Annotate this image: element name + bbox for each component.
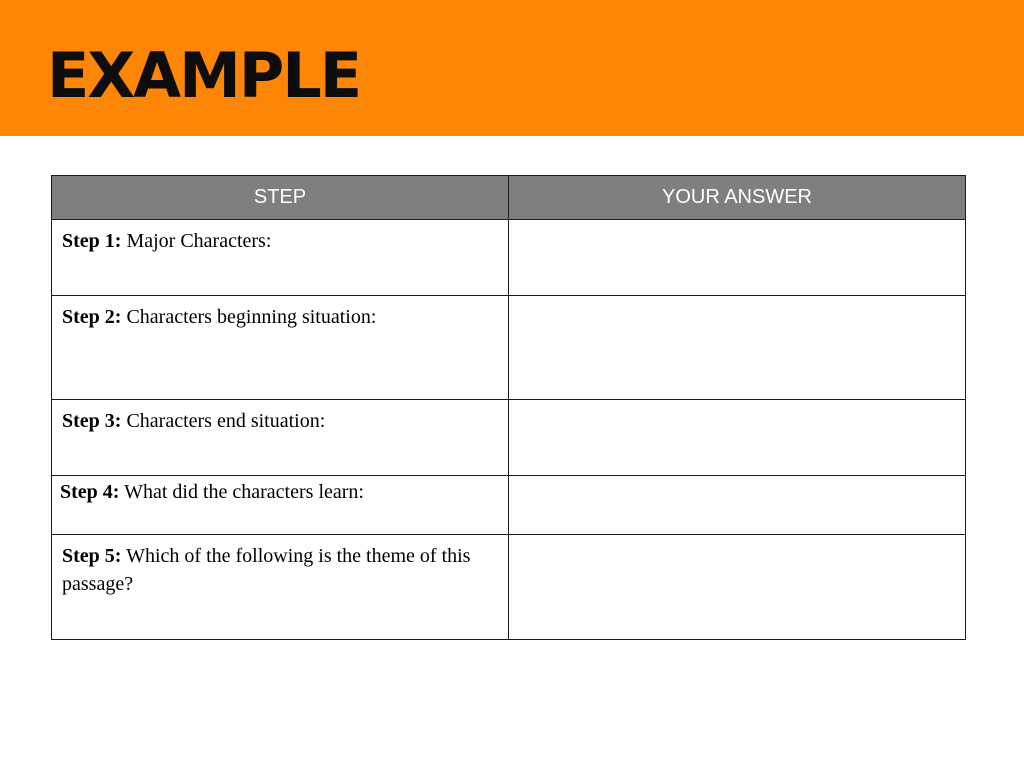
answer-column-header: YOUR ANSWER — [509, 176, 966, 220]
step-label: Step 2: — [62, 306, 122, 328]
step-label: Step 4: — [60, 481, 120, 503]
step-label: Step 1: — [62, 230, 122, 252]
title-bar — [0, 0, 1024, 136]
step-cell — [52, 535, 509, 640]
step-cell — [52, 476, 509, 535]
steps-table — [51, 175, 966, 640]
step-cell — [52, 296, 509, 400]
answer-cell[interactable] — [509, 535, 966, 640]
answer-cell[interactable] — [509, 400, 966, 476]
step-text: Which of the following is the theme of this passage? — [62, 545, 471, 595]
step-text: Major Characters: — [121, 230, 272, 252]
step-text: What did the characters learn: — [119, 481, 364, 503]
step-text: Characters end situation: — [121, 410, 326, 432]
table-header-row — [52, 176, 966, 220]
step-cell — [52, 220, 509, 296]
step-cell — [52, 400, 509, 476]
slide-title: EXAMPLE — [47, 39, 361, 112]
answer-cell[interactable] — [509, 476, 966, 535]
table-row — [52, 220, 966, 296]
step-label: Step 3: — [62, 410, 122, 432]
answer-cell[interactable] — [509, 296, 966, 400]
answer-cell[interactable] — [509, 220, 966, 296]
step-text: Characters beginning situation: — [121, 306, 377, 328]
table-row — [52, 296, 966, 400]
step-column-header: STEP — [52, 176, 509, 220]
table-row — [52, 535, 966, 640]
table-row — [52, 476, 966, 535]
table-row — [52, 400, 966, 476]
step-label: Step 5: — [62, 545, 122, 567]
